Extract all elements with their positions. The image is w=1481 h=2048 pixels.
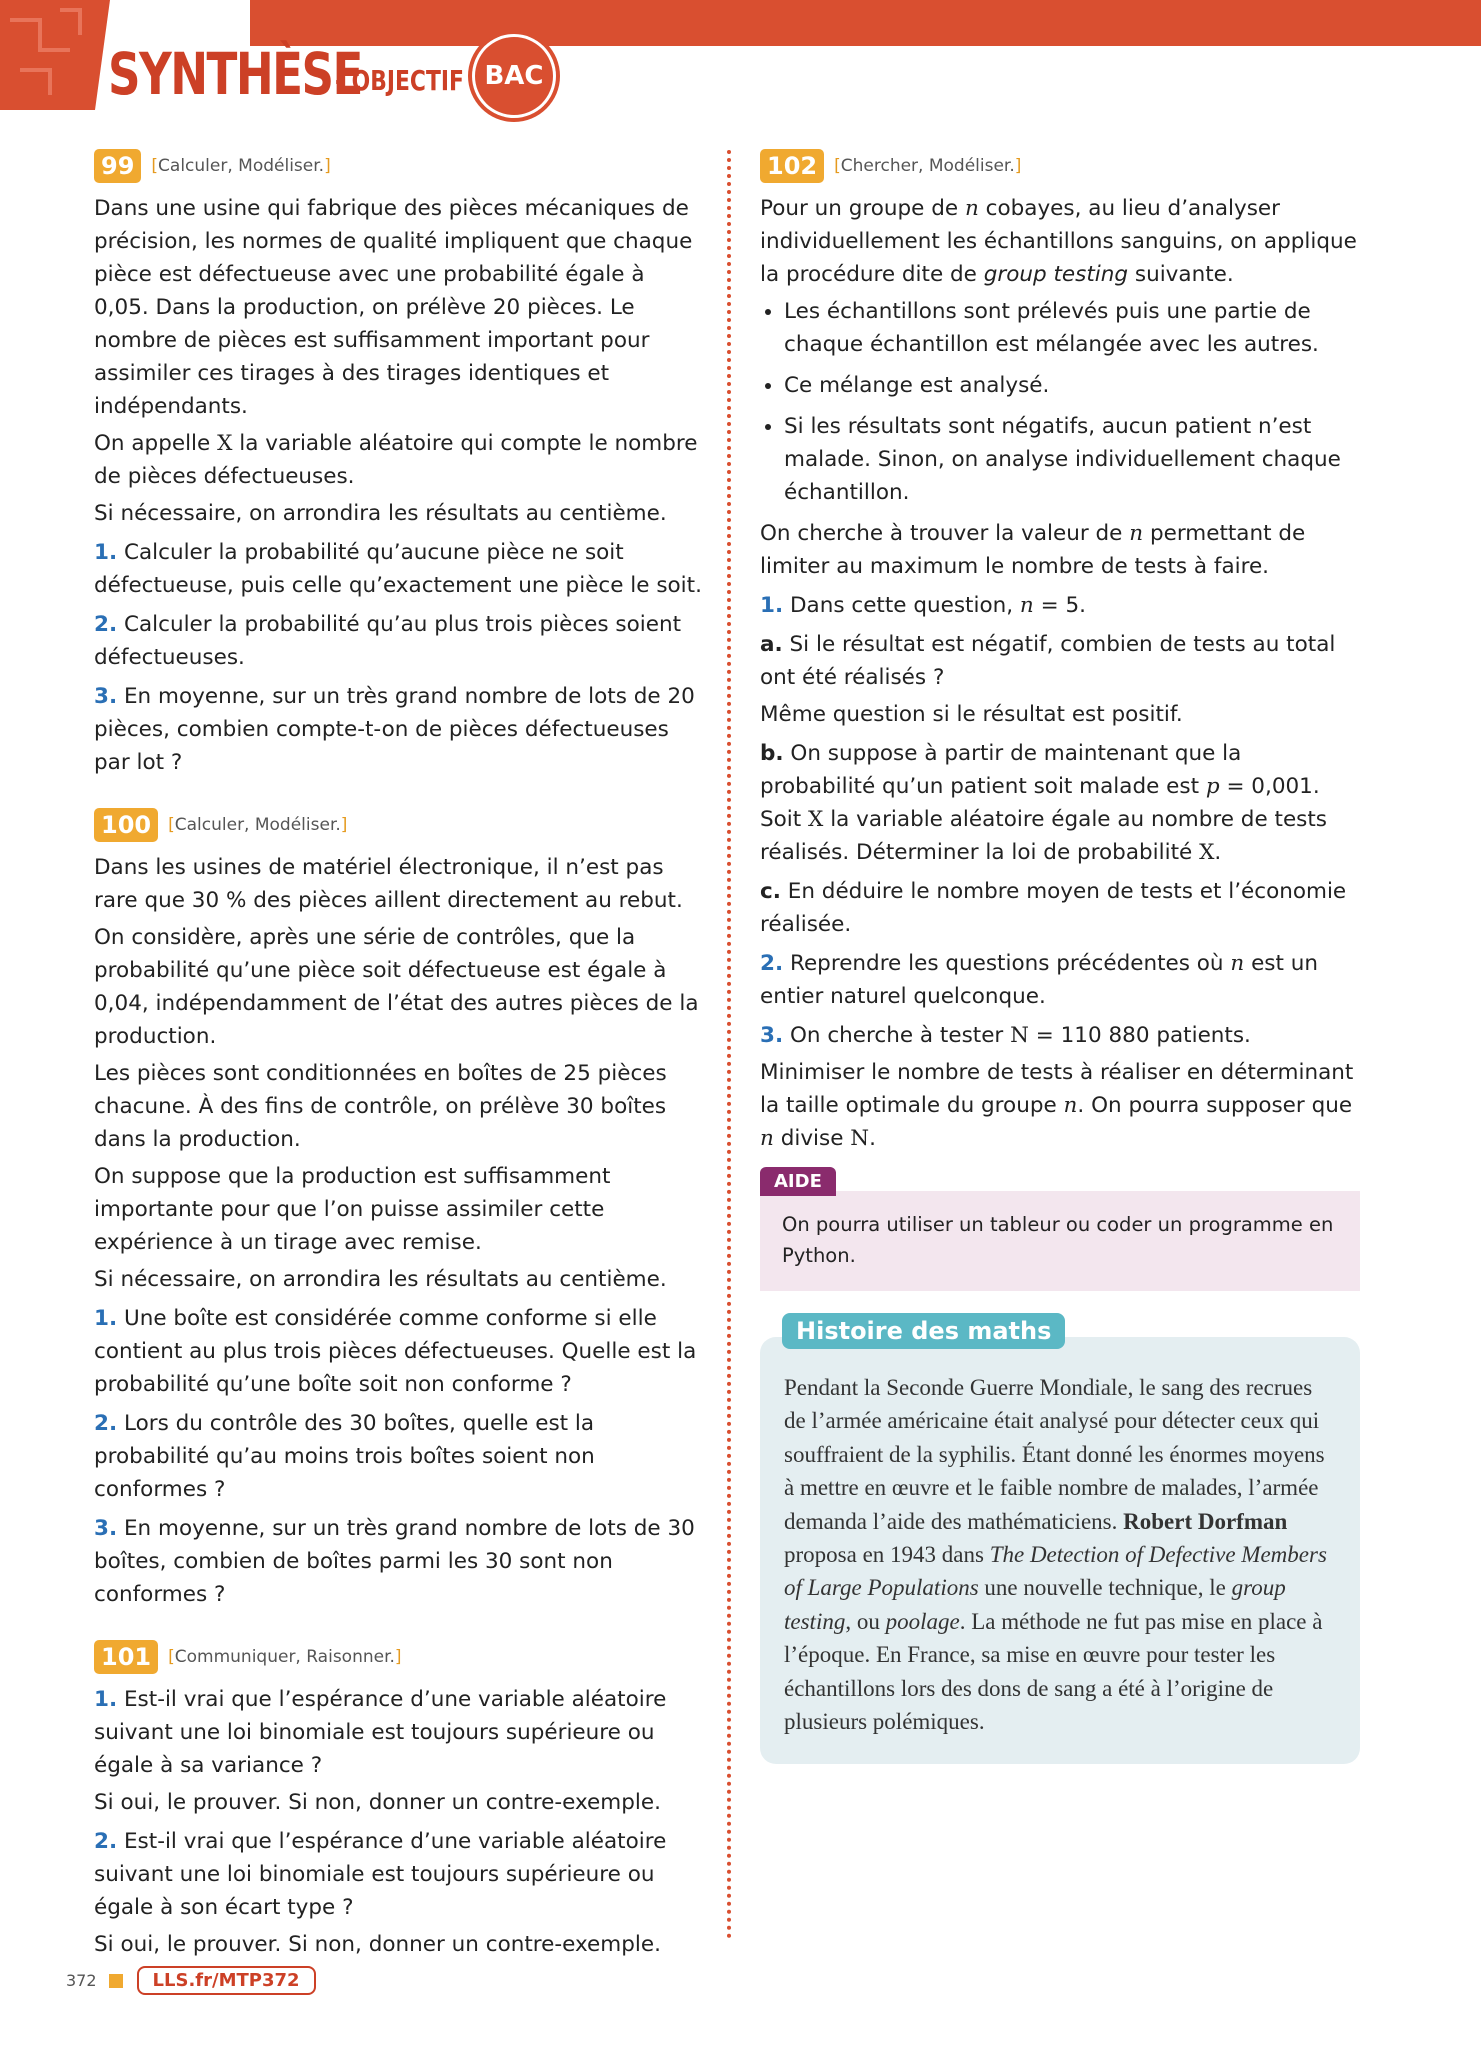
- list-item: • Les échantillons sont prélevés puis une partie de chaque échantillon est mélangée avec les autres.: [784, 295, 1360, 361]
- exercise-skills: [Calculer, Modéliser.]: [151, 156, 331, 176]
- exercise-102: [760, 148, 1360, 1155]
- paragraph: Si nécessaire, on arrondira les résultats au centième.: [94, 1267, 667, 1292]
- histoire-box: [760, 1317, 1360, 1764]
- paragraph: Minimiser le nombre de tests à réaliser en déterminant la taille optimale du groupe n. On pourra supposer que n divise N.: [760, 1060, 1354, 1151]
- question: a. Si le résultat est négatif, combien de tests au total ont été réalisés ?: [760, 632, 1336, 690]
- question: 2. Est-il vrai que l’espérance d’une variable aléatoire suivant une loi binomiale est toujours supérieure ou égale à son écart type ?: [94, 1829, 667, 1920]
- paragraph: On cherche à trouver la valeur de n permettant de limiter au maximum le nombre de tests à faire.: [760, 521, 1306, 579]
- question: c. En déduire le nombre moyen de tests et l’économie réalisée.: [760, 879, 1347, 937]
- question: b. On suppose à partir de maintenant que la probabilité qu’un patient soit malade est p = 0,001. Soit X la variable aléatoire égale au nombre de tests réalisés. Déterminer la loi de probabilité X.: [760, 741, 1328, 865]
- question: 1. Une boîte est considérée comme conforme si elle contient au plus trois pièces défectueuses. Quelle est la probabilité qu’une boîte soit non conforme ?: [94, 1306, 697, 1397]
- paragraph: On considère, après une série de contrôles, que la probabilité qu’une pièce soit défectueuse est égale à 0,04, indépendamment de l’état des autres pièces de la production.: [94, 925, 699, 1049]
- aide-box: [760, 1171, 1360, 1291]
- exercise-number: 101: [94, 1640, 158, 1674]
- exercise-number: 99: [94, 149, 141, 183]
- resource-link[interactable]: LLS.fr/MTP372: [137, 1966, 316, 1995]
- paragraph: Les pièces sont conditionnées en boîtes de 25 pièces chacune. À des fins de contrôle, on prélève 30 boîtes dans la production.: [94, 1061, 667, 1152]
- exercise-101: [94, 1639, 704, 1961]
- exercise-100: [94, 807, 704, 1611]
- paragraph: Pour un groupe de n cobayes, au lieu d’analyser individuellement les échantillons sanguins, on applique la procédure dite de group testing suivante.: [760, 196, 1357, 287]
- column-divider: [727, 150, 731, 1940]
- bac-badge: BAC: [468, 30, 560, 122]
- question: 2. Lors du contrôle des 30 boîtes, quelle est la probabilité qu’au moins trois boîtes soient non conformes ?: [94, 1411, 595, 1502]
- question: 3. On cherche à tester N = 110 880 patients.: [760, 1023, 1251, 1048]
- square-icon: [109, 1974, 123, 1988]
- header-bar: [250, 0, 1481, 46]
- paragraph: On appelle X la variable aléatoire qui compte le nombre de pièces défectueuses.: [94, 431, 698, 489]
- list-item: • Ce mélange est analysé.: [784, 369, 1360, 402]
- histoire-text: Pendant la Seconde Guerre Mondiale, le sang des recrues de l’armée américaine était analysé pour détecter ceux qui souffraient de la syphilis. Étant donné les énormes moyens à mettre en œuvre et le faible nombre de malades, l’armée demanda l’aide des mathématiciens. Robert Dorfman proposa en 1943 dans The Detection of Defective Members of Large Populations une nouvelle technique, le group testing, ou poolage. La méthode ne fut pas mise en place à l’époque. En France, sa mise en œuvre pour tester les échantillons lors des dons de sang a été à l’origine de plusieurs polémiques.: [784, 1375, 1327, 1735]
- paragraph: Si oui, le prouver. Si non, donner un contre-exemple.: [94, 1932, 661, 1957]
- paragraph: Même question si le résultat est positif.: [760, 702, 1183, 727]
- question: 1. Dans cette question, n = 5.: [760, 593, 1086, 618]
- exercise-skills: [Communiquer, Raisonner.]: [168, 1647, 402, 1667]
- paragraph: Dans une usine qui fabrique des pièces mécaniques de précision, les normes de qualité impliquent que chaque pièce est défectueuse avec une probabilité égale à 0,05. Dans la production, on prélève 20 pièces. Le nombre de pièces est suffisamment important pour assimiler ces tirages à des tirages identiques et indépendants.: [94, 196, 693, 419]
- question: 1. Calculer la probabilité qu’aucune pièce ne soit défectueuse, puis celle qu’exactement une pièce le soit.: [94, 540, 702, 598]
- question: 2. Reprendre les questions précédentes où n est un entier naturel quelconque.: [760, 951, 1319, 1009]
- bullet-list: [760, 295, 1360, 509]
- exercise-99: [94, 148, 704, 779]
- question: 2. Calculer la probabilité qu’au plus trois pièces soient défectueuses.: [94, 612, 682, 670]
- right-column: [760, 148, 1360, 1764]
- exercise-number: 102: [760, 149, 824, 183]
- question: 3. En moyenne, sur un très grand nombre de lots de 20 pièces, combien compte-t-on de pièces défectueuses par lot ?: [94, 684, 695, 775]
- aide-text: On pourra utiliser un tableur ou coder un programme en Python.: [782, 1213, 1334, 1267]
- question: 1. Est-il vrai que l’espérance d’une variable aléatoire suivant une loi binomiale est toujours supérieure ou égale à sa variance ?: [94, 1687, 667, 1778]
- page-number: 372: [66, 1971, 97, 1990]
- left-column: [94, 148, 704, 1989]
- exercise-number: 100: [94, 808, 158, 842]
- paragraph: On suppose que la production est suffisamment importante pour que l’on puisse assimiler cette expérience à un tirage avec remise.: [94, 1164, 611, 1255]
- footer: [66, 1966, 316, 1995]
- paragraph: Dans les usines de matériel électronique, il n’est pas rare que 30 % des pièces aillent directement au rebut.: [94, 855, 683, 913]
- paragraph: Si nécessaire, on arrondira les résultats au centième.: [94, 501, 667, 526]
- corner-ornament: [0, 0, 110, 110]
- exercise-skills: [Chercher, Modéliser.]: [834, 156, 1022, 176]
- exercise-skills: [Calculer, Modéliser.]: [168, 815, 348, 835]
- histoire-tag: Histoire des maths: [782, 1313, 1065, 1349]
- list-item: • Si les résultats sont négatifs, aucun patient n’est malade. Sinon, on analyse individuellement chaque échantillon.: [784, 410, 1360, 509]
- paragraph: Si oui, le prouver. Si non, donner un contre-exemple.: [94, 1790, 661, 1815]
- aide-tag: AIDE: [760, 1167, 836, 1196]
- question: 3. En moyenne, sur un très grand nombre de lots de 30 boîtes, combien de boîtes parmi les 30 sont non conformes ?: [94, 1516, 695, 1607]
- page-title: SYNTHÈSE - OBJECTIF: [108, 40, 464, 108]
